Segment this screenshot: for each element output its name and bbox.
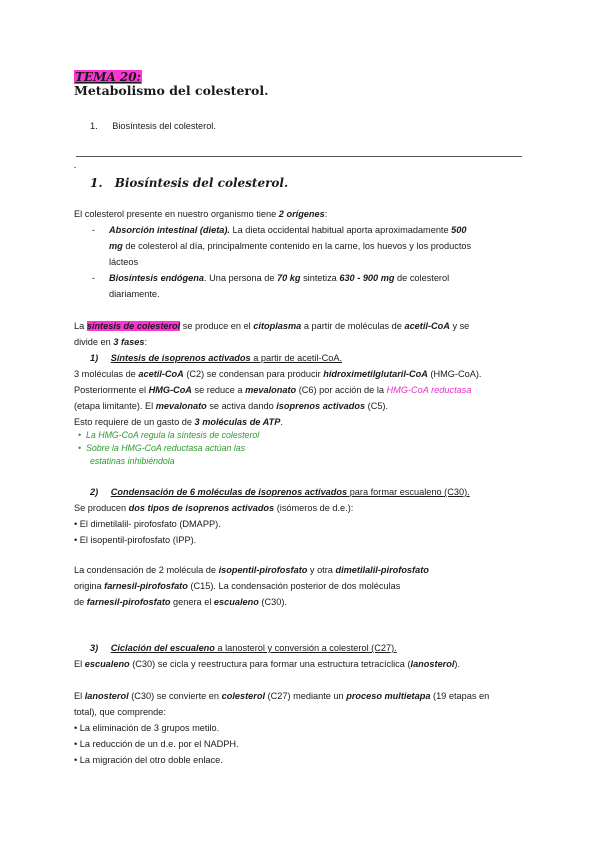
origin-text: sintetiza: [300, 273, 340, 283]
term: escualeno: [213, 597, 259, 607]
term: citoplasma: [253, 321, 302, 331]
list-item: • La eliminación de 3 grupos metilo.: [74, 723, 220, 733]
origin-item: [109, 270, 449, 286]
phase-number: 1): [90, 353, 99, 363]
phase-number: 2): [90, 487, 99, 497]
term: dos tipos de isoprenos activados: [128, 503, 275, 513]
intro-paragraph: [74, 206, 327, 222]
toc-item: [90, 118, 216, 134]
origin-line: diariamente.: [109, 289, 160, 299]
divider: [76, 156, 522, 157]
term: lanosterol: [410, 659, 455, 669]
paragraph-line: [74, 688, 489, 704]
text: ).: [454, 659, 461, 669]
text: divide en: [74, 337, 114, 347]
phase-title-rest: a lanosterol y conversión a colesterol (C27).: [214, 643, 397, 653]
list-item: • La migración del otro doble enlace.: [74, 755, 223, 765]
text: La condensación de 2 molécula de: [74, 565, 219, 575]
term: proceso multietapa: [346, 691, 431, 701]
toc-label: Biosíntesis del colesterol.: [112, 121, 216, 131]
origin-amount: 500: [451, 225, 467, 235]
term: farnesil-pirofosfato: [104, 581, 188, 591]
page-title: Metabolismo del colesterol.: [74, 83, 269, 98]
text: se produce en el: [180, 321, 254, 331]
phase-heading: [90, 350, 342, 366]
phase-title-group: [111, 643, 397, 653]
text: se reduce a: [191, 385, 246, 395]
text: Se producen: [74, 503, 129, 513]
text: y se: [449, 321, 470, 331]
text: y otra: [307, 565, 336, 575]
phase-title-group: [111, 487, 470, 497]
phase-line: [74, 366, 481, 382]
term: 3 moléculas de ATP: [194, 417, 281, 427]
note-item: [78, 441, 245, 455]
origin-text: . Una persona de: [203, 273, 278, 283]
text: Esto requiere de un gasto de: [74, 417, 195, 427]
note-bullet: •: [78, 443, 82, 453]
origin-title: Absorción intestinal (dieta).: [109, 225, 230, 235]
note-bullet: •: [78, 430, 82, 440]
text: El: [74, 659, 85, 669]
text: origina: [74, 581, 105, 591]
phase-title-rest: para formar escualeno (C30).: [347, 487, 470, 497]
tema-label: TEMA 20:: [75, 70, 141, 84]
text: (C30) se convierte en: [128, 691, 222, 701]
origin-weight: 70 kg: [277, 273, 301, 283]
paragraph-line: [74, 578, 400, 594]
phase-line: [74, 382, 471, 398]
term: isoprenos activados: [276, 401, 366, 411]
phase-line: [74, 656, 460, 672]
text: .: [280, 417, 283, 427]
paragraph-line: total), que comprende:: [74, 707, 166, 717]
phase-title-group: [111, 353, 342, 363]
paragraph-line: [74, 562, 429, 578]
paragraph-line: [74, 594, 287, 610]
origin-line: [109, 238, 471, 254]
text: (C30).: [258, 597, 287, 607]
term: hidroximetilglutaril-CoA: [323, 369, 428, 379]
term: dimetilalil-pirofosfato: [335, 565, 429, 575]
term: acetil-CoA: [404, 321, 450, 331]
phase-line: [74, 398, 388, 414]
intro-bold: 2 orígenes: [278, 209, 325, 219]
text: genera el: [170, 597, 214, 607]
text: (C5).: [365, 401, 389, 411]
term: farnesil-pirofosfato: [86, 597, 171, 607]
note-text: Sobre la HMG-CoA reductasa actúan las: [85, 443, 246, 453]
term: acetil-CoA: [138, 369, 184, 379]
text: (C27) mediante un: [265, 691, 347, 701]
origin-text: de colesterol: [394, 273, 450, 283]
phase-title-rest: a partir de acetil-CoA.: [250, 353, 343, 363]
text: (C2) se condensan para producir: [183, 369, 324, 379]
text: Posteriormente el: [74, 385, 149, 395]
list-item: • La reducción de un d.e. por el NADPH.: [74, 739, 239, 749]
text: (HMG-CoA).: [427, 369, 482, 379]
term: HMG-CoA: [148, 385, 192, 395]
text: se activa dando: [206, 401, 277, 411]
divider-mark: [74, 167, 76, 168]
phase-title: Ciclación del escualeno: [110, 643, 215, 653]
section-heading: [90, 176, 288, 190]
text: (C6) por acción de la: [296, 385, 387, 395]
note-text: estatinas inhibiéndola: [90, 456, 175, 466]
section-title: Biosíntesis del colesterol.: [114, 176, 289, 190]
phase-line: [74, 500, 353, 516]
text: 3 moléculas de: [74, 369, 139, 379]
section-number: 1.: [90, 176, 103, 190]
phase-number: 3): [90, 643, 99, 653]
term: lanosterol: [84, 691, 129, 701]
term: mevalonato: [155, 401, 207, 411]
origin-line: lácteos: [109, 257, 139, 267]
intro-text: El colesterol presente en nuestro organismo tiene: [74, 209, 279, 219]
phase-heading: [90, 640, 397, 656]
text: (etapa limitante). El: [74, 401, 156, 411]
phase-heading: [90, 484, 470, 500]
text: La: [74, 321, 87, 331]
origin-text: La dieta occidental habitual aporta aproximadamente: [229, 225, 452, 235]
note-text: La HMG-CoA regula la síntesis de colesterol: [85, 430, 260, 440]
origin-text: de colesterol al día, principalmente contenido en la carne, los huevos y los productos: [122, 241, 472, 251]
text: El: [74, 691, 85, 701]
text: (isómeros de d.e.):: [274, 503, 354, 513]
toc-number: 1.: [90, 121, 98, 131]
term: escualeno: [84, 659, 130, 669]
term: mevalonato: [245, 385, 297, 395]
text: (C15). La condensación posterior de dos moléculas: [187, 581, 401, 591]
term: colesterol: [221, 691, 265, 701]
highlighted-term: síntesis de colesterol: [86, 321, 181, 331]
origin-unit: mg: [109, 241, 123, 251]
note-item: [78, 428, 259, 442]
text: (19 etapas en: [430, 691, 490, 701]
list-item: • El isopentil-pirofosfato (IPP).: [74, 535, 197, 545]
term: 3 fases: [113, 337, 145, 347]
text: (C30) se cicla y reestructura para formar una estructura tetracíclica (: [129, 659, 411, 669]
term: isopentil-pirofosfato: [218, 565, 308, 575]
synthesis-line: [74, 334, 147, 350]
text: de: [74, 597, 87, 607]
intro-colon: :: [324, 209, 328, 219]
origin-item: [109, 222, 466, 238]
dash-bullet: -: [92, 273, 96, 283]
dash-bullet: -: [92, 225, 96, 235]
phase-title: Condensación de 6 moléculas de isoprenos activados: [110, 487, 348, 497]
text: :: [144, 337, 148, 347]
synthesis-paragraph: [74, 318, 469, 334]
list-item: • El dimetilalil- pirofosfato (DMAPP).: [74, 519, 221, 529]
origin-title: Biosíntesis endógena: [109, 273, 204, 283]
origin-amount: 630 - 900 mg: [339, 273, 395, 283]
text: a partir de moléculas de: [301, 321, 405, 331]
enzyme-name: HMG-CoA reductasa: [386, 385, 472, 395]
phase-title: Síntesis de isoprenos activados: [110, 353, 251, 363]
